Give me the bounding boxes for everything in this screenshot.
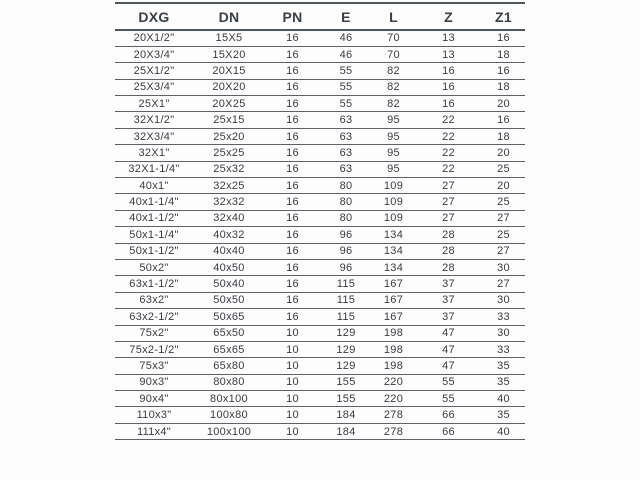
table-cell: 25 [482,194,525,210]
table-row [115,63,525,79]
table-row [115,407,525,423]
table-cell: 20 [482,178,525,194]
table-cell: 198 [372,325,415,341]
table-cell: 55 [415,374,482,390]
table-cell: 16 [415,63,482,79]
table-cell: 115 [320,292,372,308]
table-cell: 96 [320,259,372,275]
table-row [115,79,525,95]
table-cell: 22 [415,112,482,128]
table-row [115,161,525,177]
table-cell: 16 [265,79,320,95]
table-cell: 95 [372,128,415,144]
table-cell: 10 [265,358,320,374]
table-cell: 16 [265,292,320,308]
table-cell: 80x100 [193,391,265,407]
table-cell: 20X3/4" [115,46,193,62]
table-cell: 63 [320,145,372,161]
table-cell: 95 [372,161,415,177]
table-cell: 10 [265,391,320,407]
table-cell: 55 [320,96,372,112]
table-cell: 46 [320,46,372,62]
column-header-z1: Z1 [482,3,525,30]
table-cell: 20 [482,145,525,161]
table-row [115,259,525,275]
table-cell: 16 [265,259,320,275]
table-cell: 16 [265,178,320,194]
table-cell: 18 [482,46,525,62]
table-row [115,194,525,210]
table-cell: 27 [482,210,525,226]
dimension-spec-table [115,2,525,440]
table-cell: 10 [265,407,320,423]
table-cell: 184 [320,423,372,439]
table-cell: 90x4" [115,391,193,407]
table-cell: 35 [482,358,525,374]
table-cell: 70 [372,46,415,62]
table-cell: 18 [482,79,525,95]
table-cell: 100x80 [193,407,265,423]
table-cell: 50x1-1/4" [115,227,193,243]
table-cell: 278 [372,423,415,439]
table-cell: 167 [372,309,415,325]
table-cell: 16 [265,112,320,128]
table-cell: 184 [320,407,372,423]
table-cell: 50x2" [115,259,193,275]
table-cell: 16 [265,96,320,112]
table-cell: 16 [482,112,525,128]
table-cell: 47 [415,358,482,374]
table-cell: 46 [320,30,372,46]
table-cell: 40x32 [193,227,265,243]
table-cell: 27 [482,243,525,259]
table-cell: 82 [372,63,415,79]
table-cell: 30 [482,292,525,308]
table-cell: 109 [372,194,415,210]
table-cell: 20X20 [193,79,265,95]
table-cell: 25X3/4" [115,79,193,95]
table-cell: 15X20 [193,46,265,62]
table-row [115,46,525,62]
table-cell: 82 [372,96,415,112]
table-cell: 16 [265,161,320,177]
table-row [115,210,525,226]
table-cell: 28 [415,243,482,259]
table-row [115,30,525,46]
table-row [115,145,525,161]
table-cell: 70 [372,30,415,46]
table-row [115,178,525,194]
table-cell: 40x1-1/4" [115,194,193,210]
table-cell: 22 [415,128,482,144]
table-cell: 16 [482,30,525,46]
column-header-pn: PN [265,3,320,30]
table-cell: 30 [482,325,525,341]
table-cell: 10 [265,325,320,341]
header-row [115,3,525,30]
table-cell: 65x80 [193,358,265,374]
table-cell: 33 [482,309,525,325]
table-cell: 75x2-1/2" [115,341,193,357]
table-cell: 65x50 [193,325,265,341]
table-cell: 75x2" [115,325,193,341]
table-cell: 50x40 [193,276,265,292]
table-cell: 16 [265,128,320,144]
table-cell: 80 [320,194,372,210]
table-cell: 40x1" [115,178,193,194]
table-cell: 95 [372,112,415,128]
table-cell: 96 [320,243,372,259]
table-cell: 63 [320,161,372,177]
table-cell: 16 [265,309,320,325]
table-cell: 40 [482,391,525,407]
column-header-dn: DN [193,3,265,30]
table-cell: 16 [265,276,320,292]
table-cell: 20X1/2" [115,30,193,46]
table-cell: 111x4" [115,423,193,439]
table-cell: 37 [415,276,482,292]
table-cell: 35 [482,407,525,423]
table-cell: 25 [482,161,525,177]
table-cell: 16 [265,46,320,62]
table-cell: 25 [482,227,525,243]
table-cell: 155 [320,374,372,390]
table-row [115,96,525,112]
table-row [115,309,525,325]
table-cell: 96 [320,227,372,243]
column-header-e: E [320,3,372,30]
table-cell: 27 [482,276,525,292]
table-row [115,227,525,243]
table-row [115,358,525,374]
table-cell: 32X1/2" [115,112,193,128]
table-cell: 220 [372,374,415,390]
table-cell: 27 [415,194,482,210]
table-cell: 134 [372,227,415,243]
table-cell: 129 [320,325,372,341]
table-cell: 28 [415,227,482,243]
table-cell: 134 [372,259,415,275]
table-cell: 129 [320,341,372,357]
table-cell: 47 [415,325,482,341]
table-cell: 16 [265,227,320,243]
table-cell: 32x40 [193,210,265,226]
table-cell: 63x2-1/2" [115,309,193,325]
table-row [115,325,525,341]
table-row [115,374,525,390]
table-cell: 115 [320,309,372,325]
table-row [115,423,525,439]
table-cell: 90x3" [115,374,193,390]
table-cell: 30 [482,259,525,275]
table-cell: 16 [265,210,320,226]
table-cell: 27 [415,178,482,194]
table-cell: 55 [415,391,482,407]
table-cell: 32X1-1/4" [115,161,193,177]
table-cell: 129 [320,358,372,374]
table-cell: 63x1-1/2" [115,276,193,292]
table-cell: 22 [415,161,482,177]
table-cell: 220 [372,391,415,407]
column-header-l: L [372,3,415,30]
table-row [115,391,525,407]
table-cell: 10 [265,341,320,357]
column-header-z: Z [415,3,482,30]
table-cell: 33 [482,341,525,357]
table-cell: 109 [372,178,415,194]
table-cell: 25x32 [193,161,265,177]
table-cell: 20X25 [193,96,265,112]
table-cell: 50x50 [193,292,265,308]
table-cell: 35 [482,374,525,390]
table-cell: 50x1-1/2" [115,243,193,259]
table-cell: 16 [265,30,320,46]
table-cell: 13 [415,30,482,46]
table-cell: 75x3" [115,358,193,374]
table-cell: 25X1" [115,96,193,112]
table-cell: 66 [415,423,482,439]
table-cell: 16 [265,243,320,259]
table-cell: 66 [415,407,482,423]
table-cell: 80 [320,210,372,226]
table-cell: 16 [265,194,320,210]
table-cell: 167 [372,292,415,308]
table-header [115,3,525,30]
table-cell: 37 [415,292,482,308]
table-cell: 63 [320,112,372,128]
table-cell: 16 [415,96,482,112]
table-cell: 134 [372,243,415,259]
table-row [115,276,525,292]
table-cell: 100x100 [193,423,265,439]
table-cell: 10 [265,374,320,390]
table-cell: 278 [372,407,415,423]
table-cell: 32x32 [193,194,265,210]
table-cell: 80x80 [193,374,265,390]
table-cell: 25x25 [193,145,265,161]
table-cell: 25X1/2" [115,63,193,79]
table-cell: 82 [372,79,415,95]
table-cell: 37 [415,309,482,325]
table-cell: 40x50 [193,259,265,275]
table-cell: 40x1-1/2" [115,210,193,226]
table-row [115,128,525,144]
table-cell: 16 [482,63,525,79]
table-cell: 22 [415,145,482,161]
table-cell: 32x25 [193,178,265,194]
table-cell: 32X1" [115,145,193,161]
table-cell: 10 [265,423,320,439]
table-cell: 25x20 [193,128,265,144]
table-cell: 18 [482,128,525,144]
table-cell: 198 [372,341,415,357]
table-cell: 115 [320,276,372,292]
table-cell: 55 [320,63,372,79]
table-cell: 28 [415,259,482,275]
table-row [115,292,525,308]
table-cell: 13 [415,46,482,62]
table-body [115,30,525,440]
table-cell: 155 [320,391,372,407]
table-cell: 55 [320,79,372,95]
table-cell: 110x3" [115,407,193,423]
table-cell: 40x40 [193,243,265,259]
table-cell: 167 [372,276,415,292]
table-cell: 47 [415,341,482,357]
table-cell: 63 [320,128,372,144]
column-header-dxg: DXG [115,3,193,30]
table-row [115,112,525,128]
table-row [115,243,525,259]
table-cell: 109 [372,210,415,226]
table-cell: 80 [320,178,372,194]
table-cell: 63x2" [115,292,193,308]
table-row [115,341,525,357]
table-cell: 25x15 [193,112,265,128]
table-cell: 65x65 [193,341,265,357]
table-cell: 20X15 [193,63,265,79]
table-cell: 15X5 [193,30,265,46]
table-cell: 198 [372,358,415,374]
table-cell: 16 [415,79,482,95]
table-cell: 27 [415,210,482,226]
table-cell: 95 [372,145,415,161]
table-cell: 40 [482,423,525,439]
table-cell: 16 [265,63,320,79]
table-cell: 16 [265,145,320,161]
table-cell: 50x65 [193,309,265,325]
table-cell: 20 [482,96,525,112]
table-cell: 32X3/4" [115,128,193,144]
